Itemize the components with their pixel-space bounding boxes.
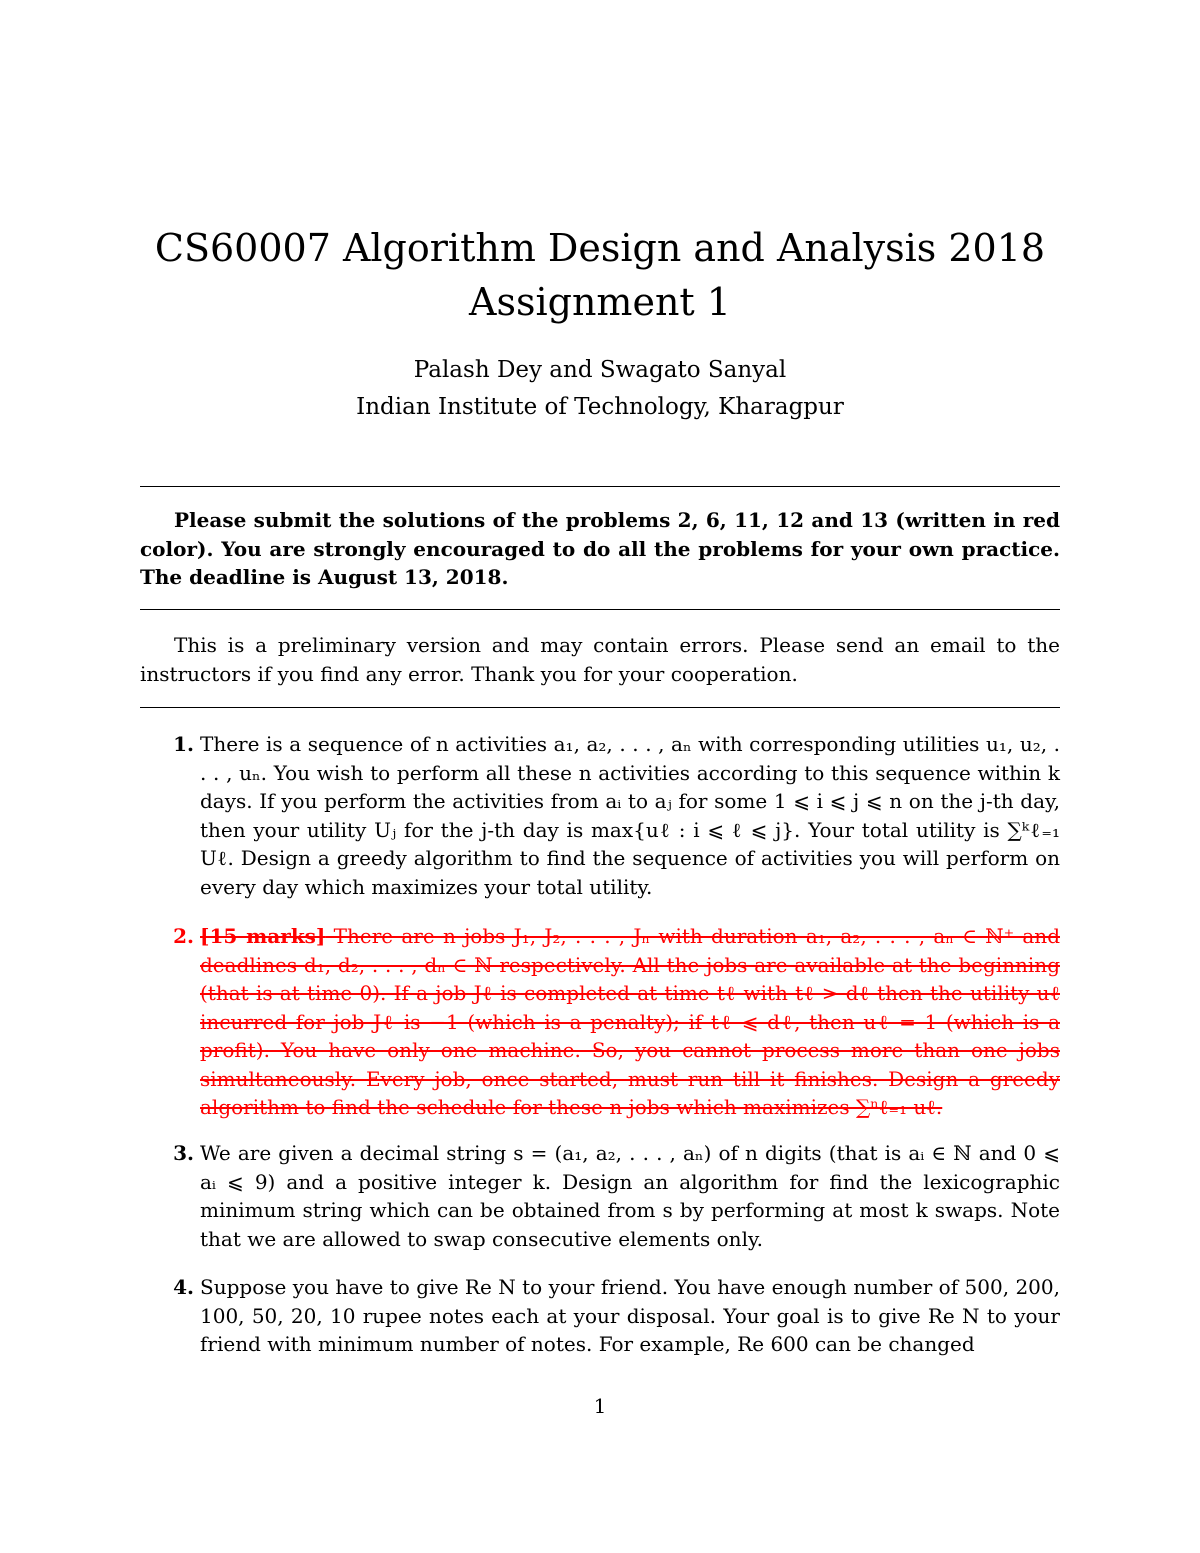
affiliation: Indian Institute of Technology, Kharagpur — [356, 394, 844, 420]
problem-item — [173, 1273, 1060, 1359]
page-number: 1 — [593, 1394, 607, 1418]
submission-notice: Please submit the solutions of the problems 2, 6, 11, 12 and 13 (written in red color). You are strongly encouraged to do all the problems for your own practice. The deadline is August 13, 2018. — [140, 508, 1060, 589]
preliminary-note: This is a preliminary version and may contain errors. Please send an email to the instructors if you find any error. Thank you for your cooperation. — [140, 633, 1060, 686]
problem-number: 3. — [173, 1141, 194, 1165]
problem-item — [173, 730, 1060, 901]
problem-text: There is a sequence of n activities a₁, a₂, . . . , aₙ with corresponding utilities u₁, u₂, . . . , uₙ. You wish to perform all these n activities according to this sequence within k days. If you perform the activities from aᵢ to aⱼ for some 1 ⩽ i ⩽ j ⩽ n on the j-th day, then your utility Uⱼ for the j-th day is max{uℓ : i ⩽ ℓ ⩽ j}. Your total utility is ∑ᵏℓ₌₁ Uℓ. Design a greedy algorithm to find the sequence of activities you will perform on every day which maximizes your total utility. — [200, 732, 1060, 899]
divider-middle — [140, 609, 1060, 610]
problem-marks: [15 marks] — [200, 924, 326, 948]
divider-bottom — [140, 707, 1060, 708]
problem-item — [173, 1139, 1060, 1253]
problem-text: We are given a decimal string s = (a₁, a₂, . . . , aₙ) of n digits (that is aᵢ ∈ ℕ and 0 ⩽ aᵢ ⩽ 9) and a positive integer k. Design an algorithm for find the lexicographic minimum string which can be obtained from s by performing at most k swaps. Note that we are allowed to swap consecutive elements only. — [200, 1141, 1060, 1251]
divider-top — [140, 486, 1060, 487]
problem-item-highlighted — [173, 922, 1060, 1122]
problem-number: 2. — [173, 924, 194, 948]
authors: Palash Dey and Swagato Sanyal — [413, 357, 787, 383]
problem-text: There are n jobs J₁, J₂, . . . , Jₙ with duration a₁, a₂, . . . , aₙ ∈ ℕ⁺ and deadlines d₁, d₂, . . . , dₙ ∈ ℕ respectively. All the jobs are available at the beginning (that is at time 0). If a job Jℓ is completed at time tℓ with tℓ > dℓ then the utility uℓ incurred for job Jℓ is −1 (which is a penalty); if tℓ ⩽ dℓ, then uℓ = 1 (which is a profit). You have only one machine. So, you cannot process more than one jobs simultaneously. Every job, once started, must run till it finishes. Design a greedy algorithm to find the schedule for these n jobs which maximizes ∑ⁿℓ₌₁ uℓ. — [200, 924, 1060, 1119]
problem-number: 4. — [173, 1275, 194, 1299]
problem-number: 1. — [173, 732, 194, 756]
page-subtitle: Assignment 1 — [469, 280, 731, 324]
page-title: CS60007 Algorithm Design and Analysis 2018 — [154, 226, 1046, 270]
problem-text: Suppose you have to give Re N to your friend. You have enough number of 500, 200, 100, 50, 20, 10 rupee notes each at your disposal. Your goal is to give Re N to your friend with minimum number of notes. For example, Re 600 can be changed — [200, 1275, 1060, 1356]
